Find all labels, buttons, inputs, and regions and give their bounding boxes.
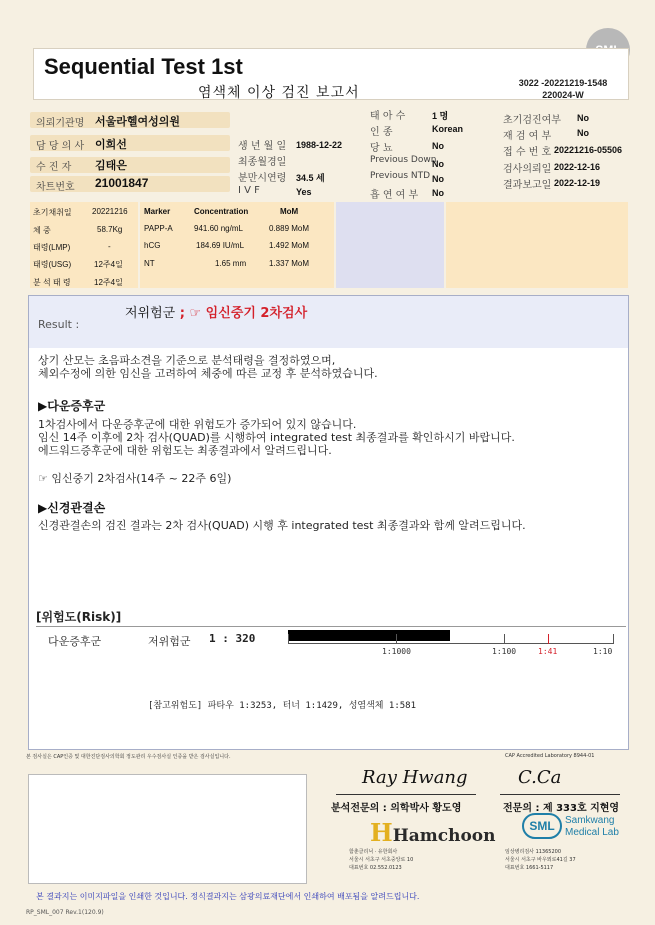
right-label-1: 인 종: [370, 127, 393, 138]
result-risk-level: 저위험군: [125, 306, 176, 321]
marker-row-0-mom: 0.889 MoM: [269, 224, 310, 233]
sml-brand-name: [565, 815, 619, 839]
far-label-1: 재 검 여 부: [503, 131, 552, 142]
right-label-2: 당 뇨: [370, 143, 393, 154]
result-label: Result :: [38, 318, 80, 331]
left-label-2: 수 진 자: [36, 162, 72, 173]
far-label-4: 결과보고일: [503, 180, 552, 191]
right-value-5: No: [432, 188, 444, 198]
footnote-left: 본 검사실은 CAP인증 및 대한진단검사의학회 정도관리 우수검사실 인증을 받은 검사실입니다.: [26, 754, 231, 760]
mid-value-2: 34.5 세: [296, 173, 325, 183]
sample-value-0: 20221216: [92, 207, 128, 216]
risk-tick-label-10: 1:10: [593, 647, 613, 656]
hamchoon-logo: [370, 818, 496, 847]
sample-label-4: 분 석 태 령: [33, 278, 71, 287]
sml-info-line2: 서울시 서초구 바우뫼로41길 37: [505, 857, 576, 863]
left-label-3: 차트번호: [36, 182, 75, 193]
marker-row-1-conc: 184.69 IU/mL: [196, 241, 245, 250]
signature-1-line: [336, 794, 476, 795]
sample-value-4: 12주4일: [94, 278, 123, 287]
marker-row-2-conc: 1.65 mm: [215, 259, 247, 268]
hamchoon-info-line3: 대표번호 02.552.0123: [349, 865, 402, 871]
paragraph-analysis-line2: 체외수정에 의한 임신을 고려하여 체중에 따른 교정 후 분석하였습니다.: [38, 367, 378, 380]
risk-level: 저위험군: [148, 635, 191, 648]
report-title: Sequential Test 1st: [44, 54, 243, 79]
marker-row-2-name: NT: [144, 259, 155, 268]
far-label-3: 검사의뢰일: [503, 164, 552, 175]
marker-row-2-mom: 1.337 MoM: [269, 259, 310, 268]
paragraph-down-line1: 1차검사에서 다운증후군에 대한 위험도가 증가되어 있지 않습니다.: [38, 418, 357, 431]
right-value-2: No: [432, 141, 444, 151]
second-test-note: ☞ 임신중기 2차검사(14주 ~ 22주 6일): [38, 472, 232, 485]
risk-scale-bar: [288, 630, 450, 641]
hamchoon-info-line1: 함춘클리닉 · 유한회사: [349, 849, 398, 855]
left-label-1: 담 당 의 사: [36, 141, 85, 152]
marker-row-0-name: PAPP-A: [144, 224, 173, 233]
sample-label-3: 태령(USG): [33, 260, 72, 269]
risk-tick-label-1000: 1:1000: [382, 647, 411, 656]
report-subtitle: 염색체 이상 검진 보고서: [198, 85, 360, 101]
result-value: [125, 302, 307, 321]
hamchoon-h-icon: H: [370, 818, 393, 847]
paragraph-down-line2: 임신 14주 이후에 2차 검사(QUAD)를 시행하여 integrated test 최종결과를 확인하시기 바랍니다.: [38, 431, 515, 444]
risk-tick-41: [548, 634, 549, 644]
signature-2: C.Ca: [518, 767, 562, 788]
risk-tick-1000: [396, 634, 397, 644]
sample-value-2: -: [108, 242, 111, 251]
marker-row-1-name: hCG: [144, 241, 161, 250]
far-value-0: No: [577, 113, 589, 123]
paragraph-ntd: 신경관결손의 검진 결과는 2차 검사(QUAD) 시행 후 integrated test 최종결과와 함께 알려드립니다.: [38, 519, 526, 532]
right-value-4: No: [432, 174, 444, 184]
paragraph-analysis: [38, 354, 378, 380]
left-label-0: 의뢰기관명: [36, 118, 85, 129]
far-label-2: 접 수 번 호: [503, 147, 552, 158]
form-code: RP_SML_007 Rev.1(120.9): [26, 909, 104, 916]
hamchoon-info: [349, 848, 413, 872]
sample-label-1: 체 중: [33, 226, 51, 235]
signature-2-line: [500, 794, 620, 795]
mid-label-0: 생 년 월 일: [238, 141, 287, 152]
risk-tick-start: [288, 634, 289, 644]
left-value-0: 서울라헬여성의원: [95, 116, 181, 128]
mid-label-2: 분만시연령: [238, 173, 287, 184]
right-value-1: Korean: [432, 124, 464, 134]
sml-brand-line1: Samkwang: [565, 815, 615, 826]
right-label-0: 태 아 수: [370, 111, 406, 122]
risk-divider: [36, 626, 626, 627]
far-value-3: 2022-12-16: [554, 162, 601, 172]
far-value-2: 20221216-05506: [554, 145, 623, 155]
footnote-right: CAP Accredited Laboratory 8944-01: [505, 753, 595, 759]
reference-risk: [참고위험도] 파타우 1:3253, 터너 1:1429, 성염색체 1:581: [148, 701, 417, 711]
mid-value-3: Yes: [296, 187, 312, 197]
sml-brand-logo: SML: [522, 813, 562, 839]
result-recommendation: ; ☞ 임신중기 2차검사: [175, 306, 308, 321]
mid-value-0: 1988-12-22: [296, 140, 343, 150]
sample-label-0: 초기채취일: [33, 208, 72, 217]
risk-title: [위험도(Risk)]: [36, 610, 122, 624]
right-value-3: No: [432, 159, 444, 169]
right-label-5: 흡 연 여 부: [370, 190, 419, 201]
sample-label-2: 태령(LMP): [33, 243, 71, 252]
mid-label-3: I V F: [238, 185, 260, 196]
doc-number-line1: 3022 -20221219-1548: [518, 78, 608, 88]
sample-value-1: 58.7Kg: [97, 225, 123, 234]
sml-brand-line2: Medical Lab: [565, 827, 619, 838]
mid-label-1: 최종월경일: [238, 157, 287, 168]
sml-info-line3: 대표번호 1661-5117: [505, 865, 554, 871]
left-value-2: 김태은: [95, 160, 127, 172]
hamchoon-text: Hamchoon: [392, 826, 496, 846]
signer-1-label: 분석전문의 : 의학박사 황도영: [331, 803, 462, 814]
marker-row-1-mom: 1.492 MoM: [269, 241, 310, 250]
left-value-3: 21001847: [95, 176, 149, 190]
risk-scale-axis: [288, 643, 614, 644]
paragraph-down: [38, 418, 515, 457]
disclaimer: 본 결과지는 이미지파일을 인쇄한 것입니다. 정식결과지는 삼광의료재단에서 인쇄하여 배포됨을 알려드립니다.: [36, 892, 420, 901]
far-value-1: No: [577, 128, 589, 138]
hamchoon-info-line2: 서울시 서초구 서초중앙로 10: [349, 857, 414, 863]
marker-header-1: Concentration: [194, 207, 249, 216]
risk-tick-label-41: 1:41: [538, 647, 558, 656]
right-label-3: Previous Down: [370, 155, 437, 165]
risk-tick-10: [613, 634, 614, 644]
sml-info: [505, 848, 576, 872]
left-value-1: 이희선: [95, 139, 127, 151]
section-ntd: ▶신경관결손: [38, 501, 106, 515]
right-label-4: Previous NTD: [370, 171, 431, 181]
blank-column-beige: [446, 202, 628, 288]
marker-header-2: MoM: [280, 207, 299, 216]
risk-disease: 다운증후군: [48, 635, 102, 648]
far-value-4: 2022-12-19: [554, 178, 601, 188]
marker-header-0: Marker: [144, 207, 171, 216]
result-header: [29, 296, 628, 348]
doc-number: [508, 77, 618, 101]
sml-info-line1: 임상병리검사 11365200: [505, 849, 562, 855]
paragraph-down-line3: 에드워드증후군에 대한 위험도는 최종결과에서 알려드립니다.: [38, 444, 332, 457]
blank-column-blue: [336, 202, 444, 288]
notes-box: [28, 774, 307, 884]
risk-ratio: 1 : 320: [209, 632, 256, 645]
marker-row-0-conc: 941.60 ng/mL: [194, 224, 243, 233]
paragraph-analysis-line1: 상기 산모는 초음파소견을 기준으로 분석태령을 결정하였으며,: [38, 354, 336, 367]
far-label-0: 초기검진여부: [503, 115, 561, 126]
risk-tick-100: [504, 634, 505, 644]
right-value-0: 1 명: [432, 111, 449, 121]
doc-number-line2: 220024-W: [542, 90, 584, 100]
signer-2-label: 전문의 : 제 333호 지현영: [503, 803, 620, 814]
signature-1: Ray Hwang: [362, 767, 468, 788]
risk-tick-label-100: 1:100: [492, 647, 517, 656]
sample-value-3: 12주4일: [94, 260, 123, 269]
section-down-syndrome: ▶다운증후군: [38, 399, 106, 413]
